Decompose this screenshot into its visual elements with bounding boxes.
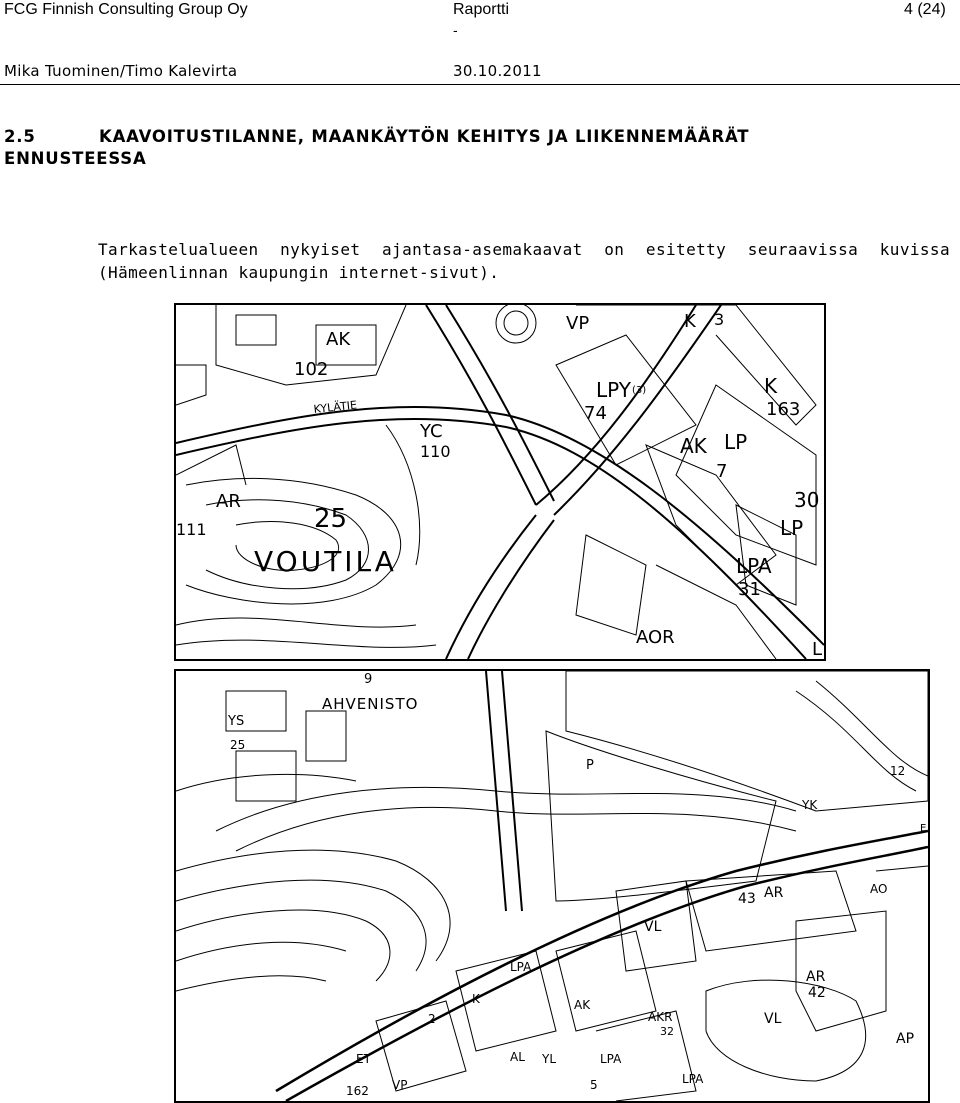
map2-label-ak: AK — [574, 998, 591, 1012]
header-rule — [0, 84, 960, 85]
map1-label-30: 30 — [794, 488, 820, 512]
map2-label-42: 42 — [808, 985, 826, 1001]
map2-label-akr: AKR — [648, 1010, 673, 1024]
section-number: 2.5 — [4, 127, 36, 146]
map1-label-25: 25 — [314, 504, 348, 534]
map2-label-vp: VP — [392, 1078, 408, 1092]
map2-label-lpa2: LPA — [600, 1052, 622, 1066]
map1-label-111: 111 — [176, 520, 207, 539]
map1-label-ak2: AK — [680, 434, 707, 458]
map1-label-aor: AOR — [636, 627, 675, 648]
map2-label-yl: YL — [542, 1052, 557, 1066]
map2-label-ar: AR — [764, 885, 784, 901]
map1-label-l: L — [812, 639, 823, 659]
header-authors: Mika Tuominen/Timo Kalevirta — [4, 62, 238, 80]
map2-label-5: 5 — [590, 1078, 598, 1092]
map1-label-k2: K — [764, 374, 778, 398]
map2-label-lpa3: LPA — [682, 1072, 704, 1086]
map2-label-yk: YK — [802, 798, 818, 812]
map2-label-al: AL — [510, 1050, 525, 1064]
map1-label-lpy: LPY — [596, 378, 631, 402]
map1-label-102: 102 — [294, 359, 329, 380]
zoning-map-voutila — [174, 303, 826, 661]
header-page-number: 4 (24) — [904, 1, 946, 18]
map2-label-p: P — [586, 758, 594, 773]
map1-label-kylatie: KYLÄTIE — [312, 398, 358, 416]
map1-label-lpa: LPA — [736, 554, 772, 578]
map2-label-162: 162 — [346, 1084, 369, 1098]
map2-label-et: ET — [356, 1052, 371, 1066]
map1-label-ar: AR — [216, 491, 241, 512]
map2-label-k: K — [472, 992, 480, 1006]
map2-label-e: E — [920, 823, 927, 834]
map1-label-7: 7 — [716, 461, 728, 482]
map2-label-32: 32 — [660, 1025, 674, 1038]
map1-label-yc: YC — [420, 421, 443, 442]
map2-label-ar2: AR — [806, 969, 826, 985]
header-doc-type-sub: - — [453, 22, 458, 38]
zoning-map-ahvenisto — [174, 669, 930, 1103]
section-title-line1: KAAVOITUSTILANNE, MAANKÄYTÖN KEHITYS JA LIIKENNEMÄÄRÄT — [99, 127, 750, 146]
header-company: FCG Finnish Consulting Group Oy — [4, 1, 248, 18]
map1-label-k: K — [684, 311, 696, 332]
map2-label-ys: YS — [228, 714, 245, 729]
map2-label-ap: AP — [896, 1031, 915, 1047]
map1-label-163: 163 — [766, 399, 801, 420]
map2-label-9: 9 — [364, 672, 373, 687]
map2-label-vl: VL — [644, 919, 662, 935]
map1-label-lp: LP — [724, 430, 748, 454]
map2-label-2: 2 — [428, 1012, 436, 1026]
map1-label-31: 31 — [738, 579, 761, 600]
map2-label-43: 43 — [738, 891, 756, 907]
section-heading — [4, 126, 904, 170]
map2-label-vl2: VL — [764, 1011, 782, 1027]
map1-label-110: 110 — [420, 442, 451, 461]
section-body-text: Tarkastelualueen nykyiset ajantasa-asemakaavat on esitetty seuraavissa kuvissa (Hämeenlinnan kaupungin internet-sivut). — [98, 240, 950, 282]
map2-label-ao: AO — [870, 882, 888, 896]
header-doc-type: Raportti — [453, 1, 510, 18]
map2-label-lpa: LPA — [510, 960, 532, 974]
map1-label-lp2: LP — [780, 516, 804, 540]
map2-label-25: 25 — [230, 738, 246, 752]
map1-label-ak: AK — [326, 329, 351, 350]
map2-label-ahvenisto: AHVENISTO — [322, 695, 419, 713]
section-title-line2: ENNUSTEESSA — [4, 149, 147, 168]
map1-label-vp: VP — [566, 313, 590, 334]
map1-label-3: 3 — [714, 310, 725, 329]
map1-label-lpy3: (3) — [632, 385, 647, 396]
map1-label-74: 74 — [584, 403, 607, 424]
map1-label-voutila: VOUTILA — [254, 545, 397, 578]
header-date: 30.10.2011 — [453, 62, 542, 80]
map2-label-12: 12 — [890, 764, 906, 778]
